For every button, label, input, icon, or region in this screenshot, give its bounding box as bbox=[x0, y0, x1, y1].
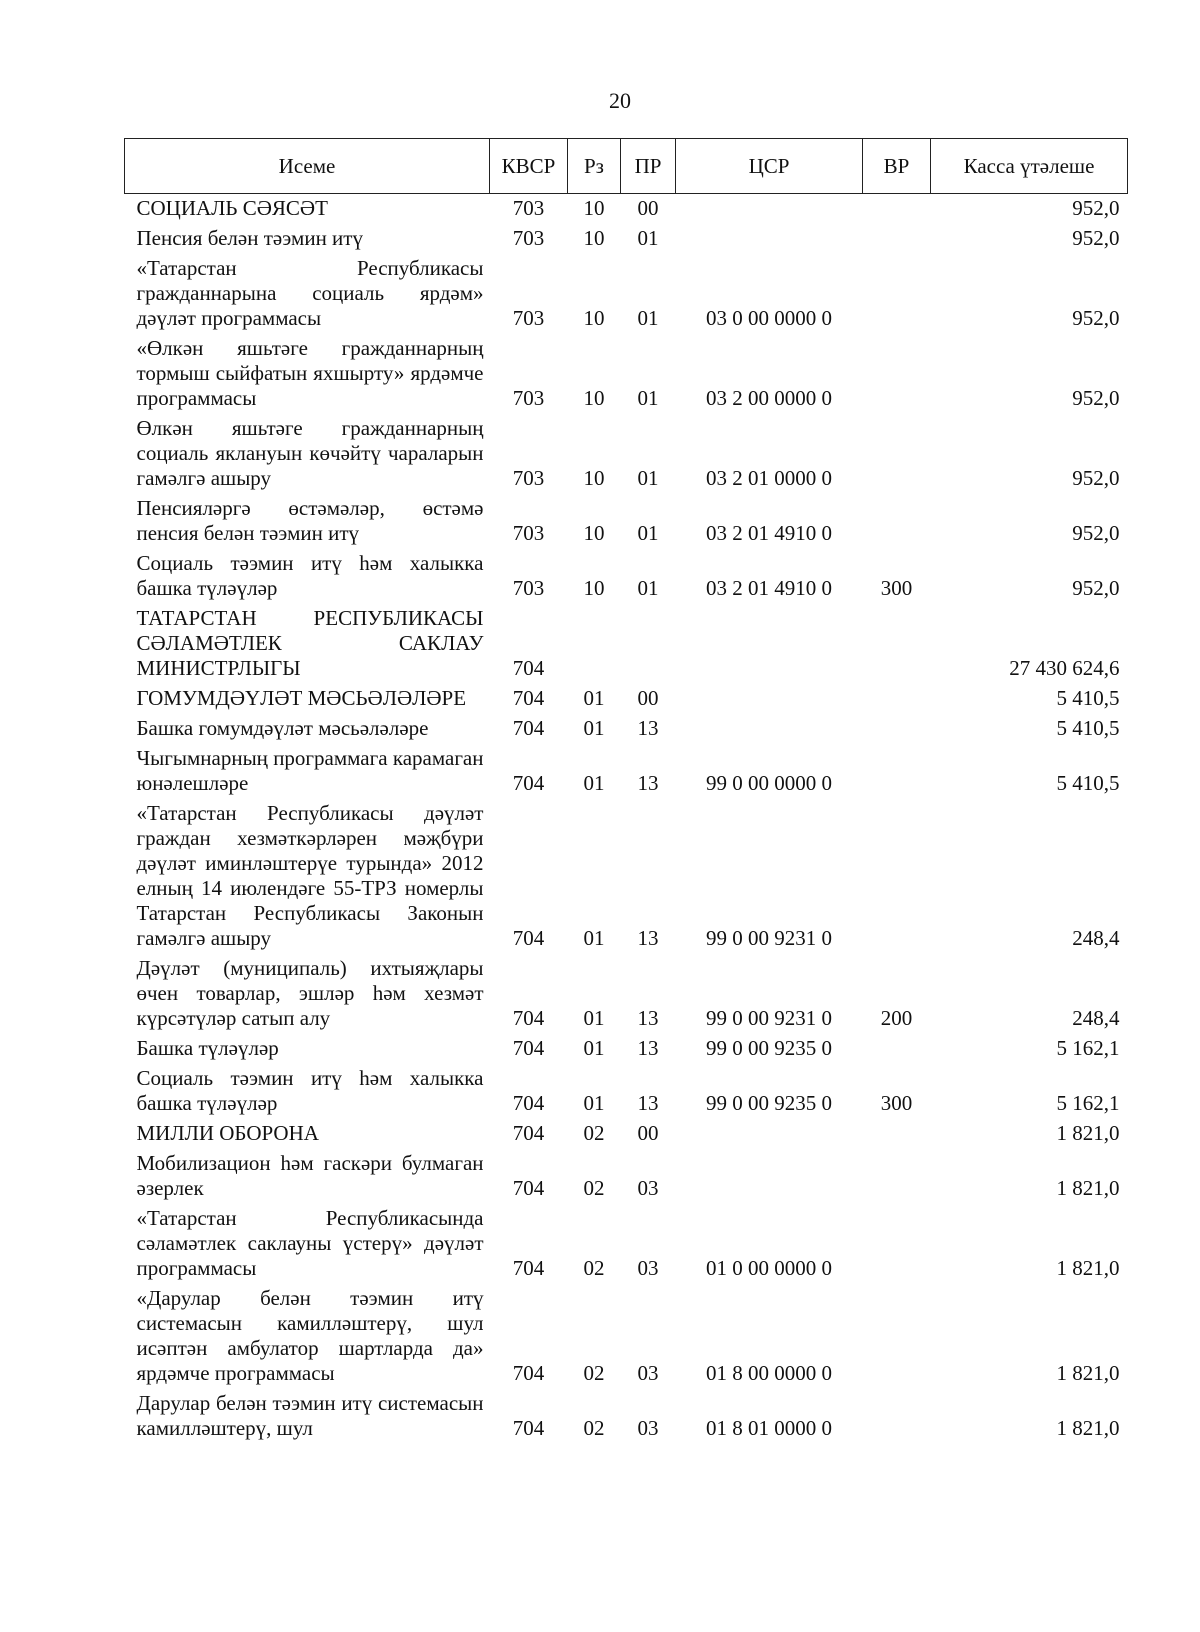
row-amount-cell: 1 821,0 bbox=[1056, 1121, 1120, 1145]
row-name-cell: Дәүләт (муниципаль) ихтыяҗлары өчен товарлар, эшләр һәм хезмәт күрсәтүләр сатып алу bbox=[136, 956, 484, 1030]
table-row bbox=[125, 549, 1128, 604]
row-vr-cell bbox=[863, 254, 931, 334]
row-csr-cell: 99 0 00 9231 0 bbox=[706, 926, 832, 950]
row-name-cell: Социаль тәэмин итү һәм халыкка башка түләүләр bbox=[136, 1066, 484, 1115]
row-pr-cell: 01 bbox=[637, 226, 659, 250]
row-vr-cell bbox=[863, 194, 931, 225]
row-kvsr-cell: 704 bbox=[512, 771, 545, 795]
row-name-cell: Чыгымнарның программага карамаган юнәлешләре bbox=[136, 746, 484, 795]
row-vr-cell bbox=[863, 744, 931, 799]
row-rz-cell: 01 bbox=[583, 716, 605, 740]
table-row bbox=[125, 254, 1128, 334]
row-amount-cell: 1 821,0 bbox=[1056, 1361, 1120, 1385]
table-row bbox=[125, 799, 1128, 954]
row-vr-cell bbox=[863, 799, 931, 954]
table-row bbox=[125, 1284, 1128, 1389]
row-amount-cell: 952,0 bbox=[1072, 466, 1120, 490]
table-row bbox=[125, 744, 1128, 799]
row-pr-cell: 00 bbox=[637, 1121, 659, 1145]
row-vr-cell bbox=[863, 1284, 931, 1389]
row-csr-cell: 03 2 01 4910 0 bbox=[706, 521, 832, 545]
row-rz-cell: 01 bbox=[583, 1006, 605, 1030]
row-kvsr-cell: 703 bbox=[512, 521, 545, 545]
row-rz-cell: 02 bbox=[583, 1176, 605, 1200]
row-csr-cell: 03 2 01 4910 0 bbox=[706, 576, 832, 600]
row-rz-cell: 10 bbox=[583, 386, 605, 410]
table-row bbox=[125, 954, 1128, 1034]
row-amount-cell: 5 162,1 bbox=[1056, 1036, 1120, 1060]
row-rz-cell: 10 bbox=[583, 521, 605, 545]
row-pr-cell: 03 bbox=[637, 1176, 659, 1200]
row-vr-cell bbox=[863, 494, 931, 549]
row-amount-cell: 952,0 bbox=[1072, 226, 1120, 250]
row-rz-cell: 01 bbox=[583, 686, 605, 710]
row-vr-cell bbox=[863, 334, 931, 414]
row-vr-cell bbox=[863, 1204, 931, 1284]
row-amount-cell: 1 821,0 bbox=[1056, 1416, 1120, 1440]
row-amount-cell: 5 410,5 bbox=[1056, 716, 1120, 740]
row-pr-cell: 03 bbox=[637, 1416, 659, 1440]
row-pr-cell: 03 bbox=[637, 1256, 659, 1280]
row-pr-cell: 13 bbox=[637, 1006, 659, 1030]
row-rz-cell: 10 bbox=[583, 466, 605, 490]
row-kvsr-cell: 704 bbox=[512, 656, 545, 680]
row-name-cell: ГОМУМДӘҮЛӘТ МӘСЬӘЛӘЛӘРЕ bbox=[136, 686, 467, 710]
row-pr-cell: 13 bbox=[637, 926, 659, 950]
row-kvsr-cell: 703 bbox=[512, 196, 545, 220]
header-name: Исеме bbox=[125, 139, 490, 194]
row-csr-cell: 99 0 00 9235 0 bbox=[706, 1091, 832, 1115]
row-rz-cell: 10 bbox=[583, 306, 605, 330]
row-kvsr-cell: 704 bbox=[512, 1256, 545, 1280]
table-row bbox=[125, 194, 1128, 225]
row-vr-cell bbox=[863, 414, 931, 494]
table-header bbox=[125, 139, 1128, 194]
row-name-cell: Пенсия белән тәэмин итү bbox=[136, 226, 363, 250]
row-name-cell: ТАТАРСТАН РЕСПУБЛИКАСЫ СӘЛАМӘТЛЕК САКЛАУ МИНИСТРЛЫГЫ bbox=[136, 606, 484, 680]
row-kvsr-cell: 703 bbox=[512, 226, 545, 250]
row-vr-cell: 200 bbox=[880, 1006, 913, 1030]
row-pr-cell: 01 bbox=[637, 386, 659, 410]
row-csr-cell bbox=[676, 224, 863, 254]
row-pr-cell: 01 bbox=[637, 576, 659, 600]
row-kvsr-cell: 703 bbox=[512, 386, 545, 410]
row-name-cell: Пенсияләргә өстәмәләр, өстәмә пенсия белән тәэмин итү bbox=[136, 496, 484, 545]
row-amount-cell: 952,0 bbox=[1072, 306, 1120, 330]
row-amount-cell: 27 430 624,6 bbox=[1009, 656, 1120, 680]
row-csr-cell: 99 0 00 0000 0 bbox=[706, 771, 832, 795]
row-csr-cell: 99 0 00 9235 0 bbox=[706, 1036, 832, 1060]
row-csr-cell bbox=[676, 194, 863, 225]
row-csr-cell bbox=[676, 1119, 863, 1149]
row-name-cell: «Өлкән яшьтәге гражданнарның тормыш сыйфатын яхшырту» ярдәмче программасы bbox=[136, 336, 484, 410]
row-kvsr-cell: 704 bbox=[512, 686, 545, 710]
row-vr-cell bbox=[863, 224, 931, 254]
row-csr-cell: 99 0 00 9231 0 bbox=[706, 1006, 832, 1030]
row-csr-cell: 03 2 00 0000 0 bbox=[706, 386, 832, 410]
table-row bbox=[125, 1389, 1128, 1444]
header-kassa: Касса үтәлеше bbox=[931, 139, 1128, 194]
row-amount-cell: 248,4 bbox=[1072, 1006, 1120, 1030]
row-rz-cell bbox=[568, 604, 621, 684]
table-row bbox=[125, 684, 1128, 714]
row-name-cell: «Татарстан Республикасы гражданнарына социаль ярдәм» дәүләт программасы bbox=[136, 256, 484, 330]
row-amount-cell: 248,4 bbox=[1072, 926, 1120, 950]
row-amount-cell: 952,0 bbox=[1072, 521, 1120, 545]
row-rz-cell: 02 bbox=[583, 1416, 605, 1440]
row-kvsr-cell: 704 bbox=[512, 1176, 545, 1200]
row-kvsr-cell: 703 bbox=[512, 466, 545, 490]
row-amount-cell: 952,0 bbox=[1072, 386, 1120, 410]
row-rz-cell: 01 bbox=[583, 926, 605, 950]
table-row bbox=[125, 334, 1128, 414]
row-csr-cell bbox=[676, 714, 863, 744]
row-csr-cell bbox=[676, 604, 863, 684]
table-row bbox=[125, 1204, 1128, 1284]
row-vr-cell bbox=[863, 1034, 931, 1064]
row-amount-cell: 5 410,5 bbox=[1056, 686, 1120, 710]
row-name-cell: «Дарулар белән тәэмин итү системасын камилләштерү, шул исәптән амбулатор шартларда да» ярдәмче программасы bbox=[136, 1286, 484, 1385]
row-name-cell: «Татарстан Республикасында сәламәтлек саклауны үстерү» дәүләт программасы bbox=[136, 1206, 484, 1280]
row-kvsr-cell: 704 bbox=[512, 926, 545, 950]
header-vr: ВР bbox=[863, 139, 931, 194]
row-pr-cell: 13 bbox=[637, 1091, 659, 1115]
row-name-cell: «Татарстан Республикасы дәүләт граждан хезмәткәрләрен мәҗбүри дәүләт иминләштерүе турында» 2012 елның 14 июлендәге 55-ТРЗ номерлы Татарстан Республикасы Законын гамәлгә ашыру bbox=[136, 801, 484, 950]
row-kvsr-cell: 704 bbox=[512, 1006, 545, 1030]
row-name-cell: Башка түләүләр bbox=[136, 1036, 279, 1060]
table-row bbox=[125, 1149, 1128, 1204]
row-kvsr-cell: 704 bbox=[512, 1121, 545, 1145]
row-amount-cell: 952,0 bbox=[1072, 576, 1120, 600]
row-name-cell: СОЦИАЛЬ СӘЯСӘТ bbox=[136, 196, 328, 220]
table-row bbox=[125, 1034, 1128, 1064]
row-amount-cell: 5 410,5 bbox=[1056, 771, 1120, 795]
row-csr-cell: 01 8 00 0000 0 bbox=[706, 1361, 832, 1385]
table-row bbox=[125, 414, 1128, 494]
row-amount-cell: 1 821,0 bbox=[1056, 1256, 1120, 1280]
row-csr-cell bbox=[676, 1149, 863, 1204]
row-amount-cell: 1 821,0 bbox=[1056, 1176, 1120, 1200]
row-vr-cell: 300 bbox=[880, 576, 913, 600]
row-csr-cell: 01 8 01 0000 0 bbox=[706, 1416, 832, 1440]
table-row bbox=[125, 494, 1128, 549]
row-pr-cell: 00 bbox=[637, 686, 659, 710]
row-csr-cell: 01 0 00 0000 0 bbox=[706, 1256, 832, 1280]
row-name-cell: Өлкән яшьтәге гражданнарның социаль яклануын көчәйтү чараларын гамәлгә ашыру bbox=[136, 416, 484, 490]
row-kvsr-cell: 703 bbox=[512, 306, 545, 330]
row-amount-cell: 952,0 bbox=[1072, 196, 1120, 220]
row-amount-cell: 5 162,1 bbox=[1056, 1091, 1120, 1115]
table-body bbox=[125, 194, 1128, 1445]
row-pr-cell bbox=[621, 604, 676, 684]
row-rz-cell: 10 bbox=[583, 226, 605, 250]
row-rz-cell: 02 bbox=[583, 1361, 605, 1385]
table-row bbox=[125, 224, 1128, 254]
row-vr-cell bbox=[863, 714, 931, 744]
row-csr-cell: 03 2 01 0000 0 bbox=[706, 466, 832, 490]
row-rz-cell: 01 bbox=[583, 771, 605, 795]
table-row bbox=[125, 714, 1128, 744]
table-row bbox=[125, 1119, 1128, 1149]
row-name-cell: Социаль тәэмин итү һәм халыкка башка түләүләр bbox=[136, 551, 484, 600]
row-pr-cell: 13 bbox=[637, 771, 659, 795]
row-rz-cell: 02 bbox=[583, 1121, 605, 1145]
row-vr-cell: 300 bbox=[880, 1091, 913, 1115]
header-pr: ПР bbox=[621, 139, 676, 194]
row-kvsr-cell: 704 bbox=[512, 716, 545, 740]
row-pr-cell: 01 bbox=[637, 466, 659, 490]
row-rz-cell: 02 bbox=[583, 1256, 605, 1280]
row-name-cell: Дарулар белән тәэмин итү системасын камилләштерү, шул bbox=[136, 1391, 484, 1440]
row-csr-cell bbox=[676, 684, 863, 714]
row-name-cell: Башка гомумдәүләт мәсьәләләре bbox=[136, 716, 429, 740]
row-rz-cell: 10 bbox=[583, 576, 605, 600]
row-pr-cell: 13 bbox=[637, 716, 659, 740]
row-pr-cell: 13 bbox=[637, 1036, 659, 1060]
row-csr-cell: 03 0 00 0000 0 bbox=[706, 306, 832, 330]
row-pr-cell: 01 bbox=[637, 521, 659, 545]
row-pr-cell: 03 bbox=[637, 1361, 659, 1385]
row-kvsr-cell: 704 bbox=[512, 1036, 545, 1060]
row-kvsr-cell: 703 bbox=[512, 576, 545, 600]
row-vr-cell bbox=[863, 604, 931, 684]
page-number: 20 bbox=[609, 88, 631, 113]
row-vr-cell bbox=[863, 1389, 931, 1444]
row-kvsr-cell: 704 bbox=[512, 1416, 545, 1440]
row-pr-cell: 00 bbox=[637, 196, 659, 220]
header-kvsr: КВСР bbox=[490, 139, 568, 194]
row-rz-cell: 01 bbox=[583, 1036, 605, 1060]
row-pr-cell: 01 bbox=[637, 306, 659, 330]
row-vr-cell bbox=[863, 684, 931, 714]
header-rz: Рз bbox=[568, 139, 621, 194]
header-csr: ЦСР bbox=[676, 139, 863, 194]
row-kvsr-cell: 704 bbox=[512, 1361, 545, 1385]
row-name-cell: Мобилизацион һәм гаскәри булмаган әзерлек bbox=[136, 1151, 484, 1200]
row-name-cell: МИЛЛИ ОБОРОНА bbox=[136, 1121, 319, 1145]
row-rz-cell: 01 bbox=[583, 1091, 605, 1115]
budget-table bbox=[124, 138, 1128, 1444]
row-kvsr-cell: 704 bbox=[512, 1091, 545, 1115]
row-vr-cell bbox=[863, 1119, 931, 1149]
table-row bbox=[125, 604, 1128, 684]
row-rz-cell: 10 bbox=[583, 196, 605, 220]
row-vr-cell bbox=[863, 1149, 931, 1204]
table-row bbox=[125, 1064, 1128, 1119]
